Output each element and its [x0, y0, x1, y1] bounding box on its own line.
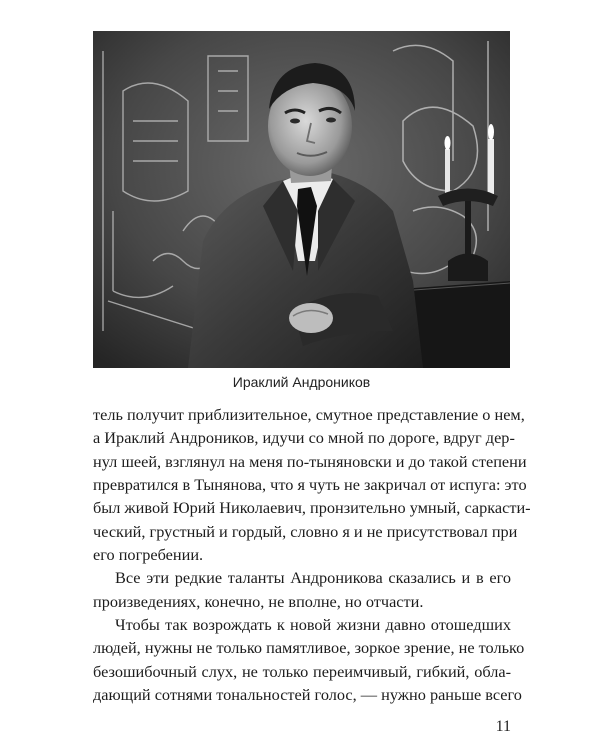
portrait-photo: [93, 31, 510, 368]
paragraph: [93, 566, 511, 613]
text-line: произведениях, конечно, не вполне, но отчасти.: [93, 591, 424, 611]
photo-caption: Ираклий Андроников: [232, 374, 371, 390]
text-line: ческий, грустный и гордый, словно я и не присутствовал при: [93, 521, 518, 541]
text-line: превратился в Тынянова, что я чуть не закричал от испуга: это: [93, 475, 527, 495]
text-line: Чтобы так возрождать к новой жизни давно отошедших: [115, 615, 511, 635]
text-line: его погребении.: [93, 545, 204, 565]
text-line: Все эти редкие таланты Андроникова сказались и в его: [115, 568, 511, 588]
text-line: дающий сотнями тональностей голос, — нужно раньше всего: [93, 685, 522, 705]
paragraph: [93, 403, 531, 566]
text-line: безошибочный слух, не только переимчивый, гибкий, обла-: [93, 661, 511, 681]
text-line: а Ираклий Андроников, идучи со мной по дороге, вдруг дер-: [93, 428, 515, 448]
text-line: нул шеей, взглянул на меня по-тыняновски и до такой степени: [93, 451, 527, 471]
page-number: 11: [495, 718, 511, 735]
body-text: [93, 403, 531, 706]
text-line: людей, нужны не только памятливое, зоркое зрение, не только: [93, 638, 525, 658]
text-line: был живой Юрий Николаевич, пронзительно умный, саркасти-: [93, 498, 531, 518]
text-line: тель получит приблизительное, смутное представление о нем,: [93, 405, 525, 424]
paragraph: [93, 613, 525, 706]
